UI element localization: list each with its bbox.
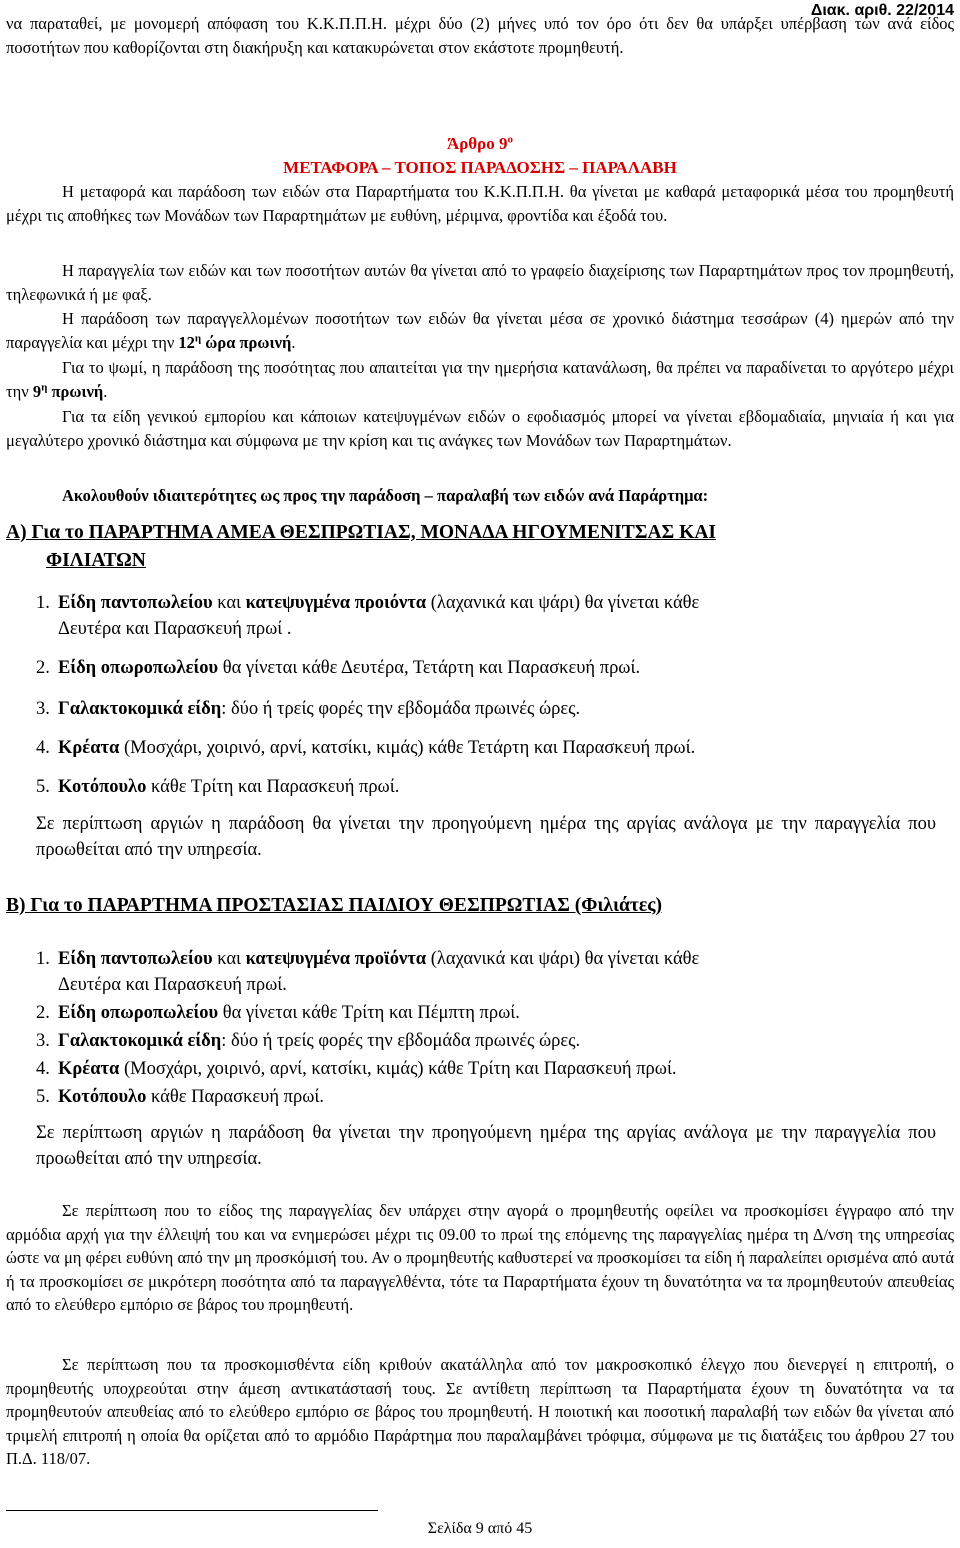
page-number: Σελίδα 9 από 45 [427,1520,533,1537]
article-title: ΜΕΤΑΦΟΡΑ – ΤΟΠΟΣ ΠΑΡΑΔΟΣΗΣ – ΠΑΡΑΛΑΒΗ [283,158,677,177]
section-a-heading-line1: Α) Για το ΠΑΡΑΡΤΗΜΑ ΑΜΕΑ ΘΕΣΠΡΩΤΙΑΣ, ΜΟΝΑΔΑ ΗΓΟΥΜΕΝΙΤΣΑΣ ΚΑΙ [6,522,716,543]
section-b-item-3: 3. Γαλακτοκομικά είδη: δύο ή τρείς φορές την εβδομάδα πρωινές ώρες. [36,1031,581,1051]
article-number: Άρθρο $9^o$ [446,133,514,153]
section-b-item-4: 4. Κρέατα (Μοσχάρι, χοιρινό, αρνί, κατσίκι, κιμάς) κάθε Τρίτη και Παρασκευή πρωί. [36,1059,677,1079]
paragraph-general-goods: Για τα είδη γενικού εμπορίου και κάποιων κατεψυγμένων ειδών ο εφοδιασμός μπορεί να γίνεται εβδομαδιαία, μηνιαία ή και για μεγαλύτερο χρονικό διάστημα και σύμφωνα με την κρίση και τις ανάγκες των Μονάδων των Παραρτημάτων. [6,407,954,450]
section-a-item-2: 2. Είδη οπωροπωλείου θα γίνεται κάθε Δευτέρα, Τετάρτη και Παρασκευή πρωί. [36,658,641,678]
paragraph-bread: Για το ψωμί, η παράδοση της ποσότητας που απαιτείται για την ημερήσια κατανάλωση, θα πρέπει να παραδίνεται το αργότερο μέχρι την $9^\eta$ πρωινή. [6,358,954,401]
section-a-item-3: 3. Γαλακτοκομικά είδη: δύο ή τρείς φορές την εβδομάδα πρωινές ώρες. [36,699,581,719]
section-a-holiday-note: Σε περίπτωση αργιών η παράδοση θα γίνεται την προηγούμενη ημέρα της αργίας ανάλογα με την παραγγελία που προωθείται από την υπηρεσία. [36,814,936,860]
paragraph-unavailable-goods: Σε περίπτωση που το είδος της παραγγελίας δεν υπάρχει στην αγορά ο προμηθευτής οφείλει να προσκομίσει έγγραφο από την αρμόδια αρχή για την έλλειψή του και να ενημερώσει μέχρι τις 09.00 το πρωί της επόμενης της παραγγελίας ημέρα τη Δ/νση της υπηρεσίας ώστε να μη φέρει ευθύνη από την μη προσκόμισή του. Αν ο προμηθευτής καθυστερεί να προσκομίσει τα είδη ή παραλείπει ορισμένα από αυτά ή τα προσκομίσει σε μικρότερη ποσότητα από τα παραγγελθέντα, τότε τα Παραρτήματα έχουν τη δυνατότητα να τα προμηθευτούν απευθείας από το ελεύθερο εμπόριο σε βάρος του προμηθευτή. [6,1201,954,1314]
paragraph-specifics: Ακολουθούν ιδιαιτερότητες ως προς την παράδοση – παραλαβή των ειδών ανά Παράρτημα: [62,486,709,505]
section-a-item-5: 5. Κοτόπουλο κάθε Τρίτη και Παρασκευή πρωί. [36,777,400,797]
section-a-heading-line2: ΦΙΛΙΑΤΩΝ [46,550,146,571]
section-b-item-1: 1. Είδη παντοπωλείου και κατεψυγμένα προϊόντα (λαχανικά και ψάρι) θα γίνεται κάθε Δευτέρα και Παρασκευή πρωί. [36,949,700,995]
document-reference: Διακ. αριθ. 22/2014 [810,2,954,19]
paragraph-transport: Η μεταφορά και παράδοση των ειδών στα Παραρτήματα του Κ.Κ.Π.Π.Η. θα γίνεται με καθαρά μεταφορικά μέσα του προμηθευτή μέχρι τις αποθήκες των Μονάδων των Παραρτημάτων με ευθύνη, μέριμνα, φροντίδα και έξοδά του. [6,182,954,225]
paragraph-order: Η παραγγελία των ειδών και των ποσοτήτων αυτών θα γίνεται από το γραφείο διαχείρισης των Παραρτημάτων προς τον προμηθευτή, τηλεφωνικά ή με φαξ. [6,261,954,304]
intro-paragraph: να παραταθεί, με μονομερή απόφαση του Κ.Κ.Π.Π.Η. μέχρι δύο (2) μήνες υπό τον όρο ότι δεν θα υπάρξει υπέρβαση των ανά είδος ποσοτήτων που καθορίζονται στη διακήρυξη και κατακυρώνεται στον εκάστοτε προμηθευτή. [6,14,954,57]
section-b-item-2: 2. Είδη οπωροπωλείου θα γίνεται κάθε Τρίτη και Πέμπτη πρωί. [36,1003,520,1023]
section-a-item-4: 4. Κρέατα (Μοσχάρι, χοιρινό, αρνί, κατσίκι, κιμάς) κάθε Τετάρτη και Παρασκευή πρωί. [36,738,696,758]
section-b-heading: Β) Για το ΠΑΡΑΡΤΗΜΑ ΠΡΟΣΤΑΣΙΑΣ ΠΑΙΔΙΟΥ ΘΕΣΠΡΩΤΙΑΣ (Φιλιάτες) [6,895,662,916]
paragraph-delivery-time: Η παράδοση των παραγγελλομένων ποσοτήτων των ειδών θα γίνεται μέσα σε χρονικό διάστημα τεσσάρων (4) ημερών από την παραγγελία και μέχρι την $12^\eta$ ώρα πρωινή. [6,309,954,352]
section-b-holiday-note: Σε περίπτωση αργιών η παράδοση θα γίνεται την προηγούμενη ημέρα της αργίας ανάλογα με την παραγγελία που προωθείται από την υπηρεσία. [36,1123,936,1169]
paragraph-inspection: Σε περίπτωση που τα προσκομισθέντα είδη κριθούν ακατάλληλα από τον μακροσκοπικό έλεγχο που διενεργεί η επιτροπή, ο προμηθευτής υποχρεούται στην άμεση αντικατάστασή τους. Σε αντίθετη περίπτωση τα Παραρτήματα έχουν τη δυνατότητα να τα προμηθευτούν απευθείας από το ελεύθερο εμπόριο σε βάρος του προμηθευτή. Η ποιοτική και ποσοτική παραλαβή των ειδών θα γίνεται από τριμελή επιτροπή η οποία θα ορίζεται από το αρμόδιο Παράρτημα που παραλαμβάνει τρόφιμα, σύμφωνα με τις διατάξεις του άρθρου 27 του Π.Δ. 118/07. [6,1355,954,1468]
section-a-item-1: 1. Είδη παντοπωλείου και κατεψυγμένα προιόντα (λαχανικά και ψάρι) θα γίνεται κάθε Δευτέρα και Παρασκευή πρωί . [36,593,700,639]
section-b-item-5: 5. Κοτόπουλο κάθε Παρασκευή πρωί. [36,1087,324,1107]
footer-divider [6,1510,378,1511]
